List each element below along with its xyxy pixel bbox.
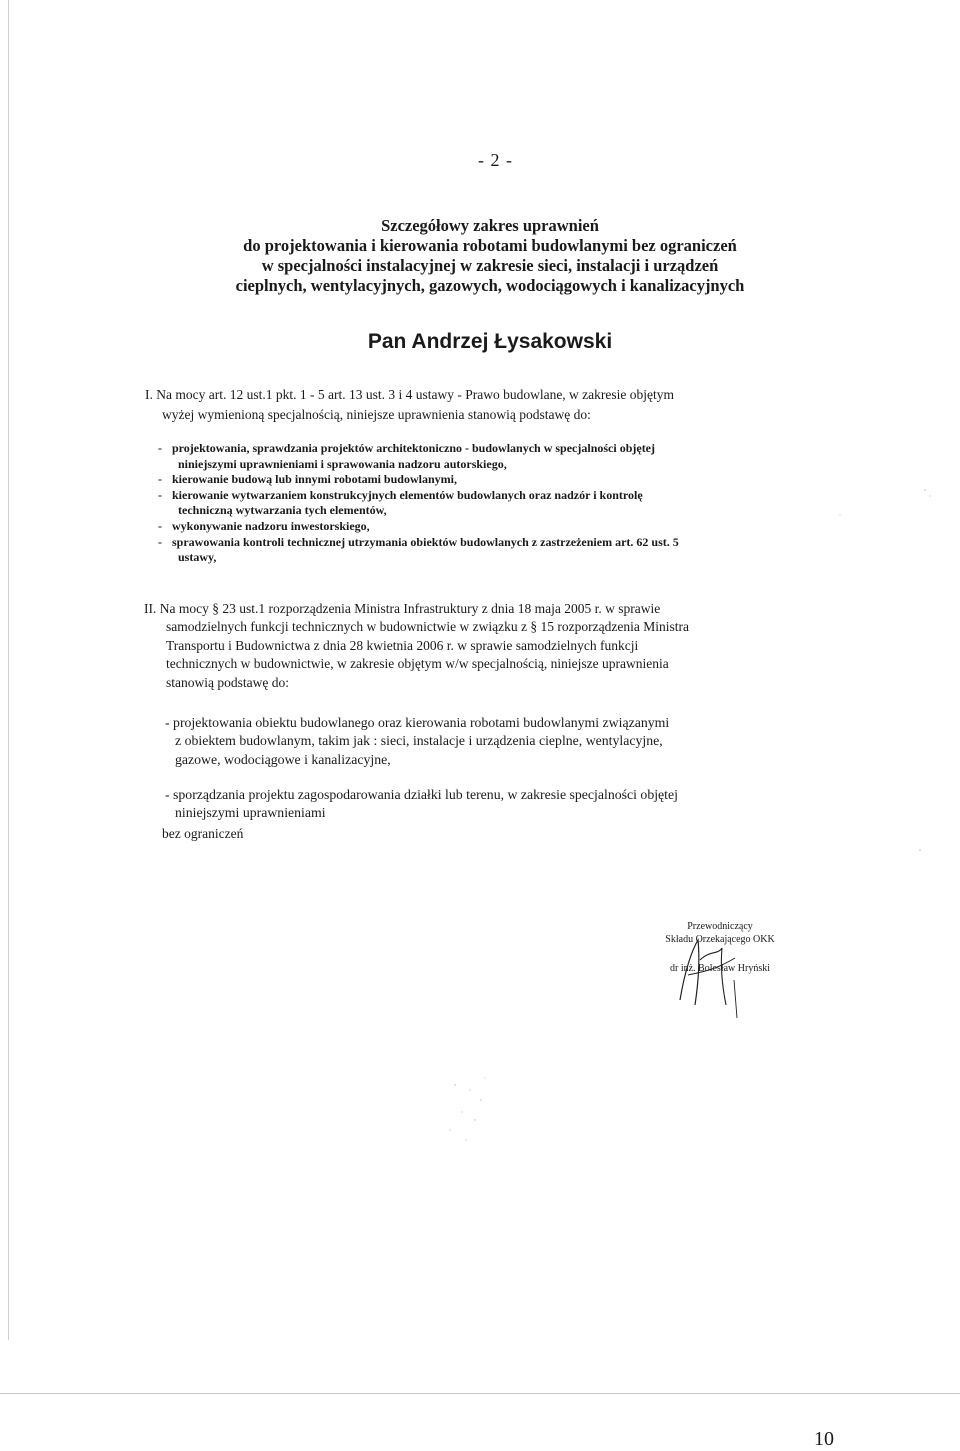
list-item-cont: niniejszymi uprawnieniami i sprawowania nadzoru autorskiego, (178, 456, 507, 471)
list-item-text: wykonywanie nadzoru inwestorskiego, (172, 518, 370, 533)
list-item-text: sprawowania kontroli technicznej utrzymania obiektów budowlanych z zastrzeżeniem art. 62 ust. 5 (172, 534, 679, 549)
title-line: cieplnych, wentylacyjnych, gazowych, wodociągowych i kanalizacyjnych (235, 276, 745, 295)
section-2-line: samodzielnych funkcji technicznych w budownictwie w związku z § 15 rozporządzenia Ministra (166, 619, 689, 635)
scan-bottom-edge (0, 1393, 960, 1394)
list-item-text: projektowania, sprawdzania projektów architektoniczno - budowlanych w specjalności objętej (172, 441, 656, 455)
paragraph-line: gazowe, wodociągowe i kanalizacyjne, (175, 751, 391, 767)
list-item-text: kierowanie budową lub innymi robotami budowlanymi, (172, 472, 457, 487)
section-2-line: Transportu i Budownictwa z dnia 28 kwietnia 2006 r. w sprawie samodzielnych funkcji (166, 637, 639, 653)
list-dash: - (158, 441, 162, 455)
paragraph-line: z obiektem budowlanym, takim jak : sieci, instalacje i urządzenia cieplne, wentylacyjne, (175, 733, 663, 749)
section-2-line: II. Na mocy § 23 ust.1 rozporządzenia Ministra Infrastruktury z dnia 18 maja 2005 r. w sprawie (144, 601, 661, 616)
list-item-text: kierowanie wytwarzaniem konstrukcyjnych elementów budowlanych oraz nadzór i kontrolę (172, 487, 643, 502)
signatory-body: Składu Orzekającego OKK (665, 934, 775, 945)
section-2-line: stanowią podstawę do: (166, 674, 289, 690)
signatory-name: dr inż. Bolesław Hryński (670, 963, 770, 974)
title-line: do projektowania i kierowania robotami budowlanymi bez ograniczeń (243, 236, 737, 255)
closing-note: bez ograniczeń (162, 826, 244, 841)
title-line: w specjalności instalacyjnej w zakresie sieci, instalacji i urządzeń (261, 256, 719, 275)
page-number: 10 (814, 1428, 834, 1450)
paragraph-line: niniejszymi uprawnieniami (175, 805, 326, 821)
page-marker: - 2 - (478, 150, 513, 170)
signatory-role: Przewodniczący (687, 921, 753, 932)
list-dash: - (158, 534, 162, 549)
list-dash: - (158, 518, 162, 533)
paragraph-line: - sporządzania projektu zagospodarowania działki lub terenu, w zakresie specjalności objętej (165, 787, 678, 802)
section-1-intro-cont: wyżej wymienioną specjalnością, niniejsze uprawnienia stanowią podstawę do: (162, 407, 591, 422)
holder-name: Pan Andrzej Łysakowski (367, 330, 613, 353)
list-dash: - (158, 487, 162, 502)
list-item-cont: ustawy, (178, 550, 217, 565)
title-line: Szczegółowy zakres uprawnień (381, 216, 599, 235)
list-dash: - (158, 472, 162, 487)
list-item-cont: techniczną wytwarzania tych elementów, (178, 503, 387, 518)
section-2-line: technicznych w budownictwie, w zakresie objętym w/w specjalnością, niniejsze uprawnienia (166, 656, 669, 672)
section-1-intro: I. Na mocy art. 12 ust.1 pkt. 1 - 5 art. 13 ust. 3 i 4 ustawy - Prawo budowlane, w zakresie objętym (145, 387, 675, 402)
paragraph-line: - projektowania obiektu budowlanego oraz kierowania robotami budowlanymi związanymi (165, 715, 670, 730)
